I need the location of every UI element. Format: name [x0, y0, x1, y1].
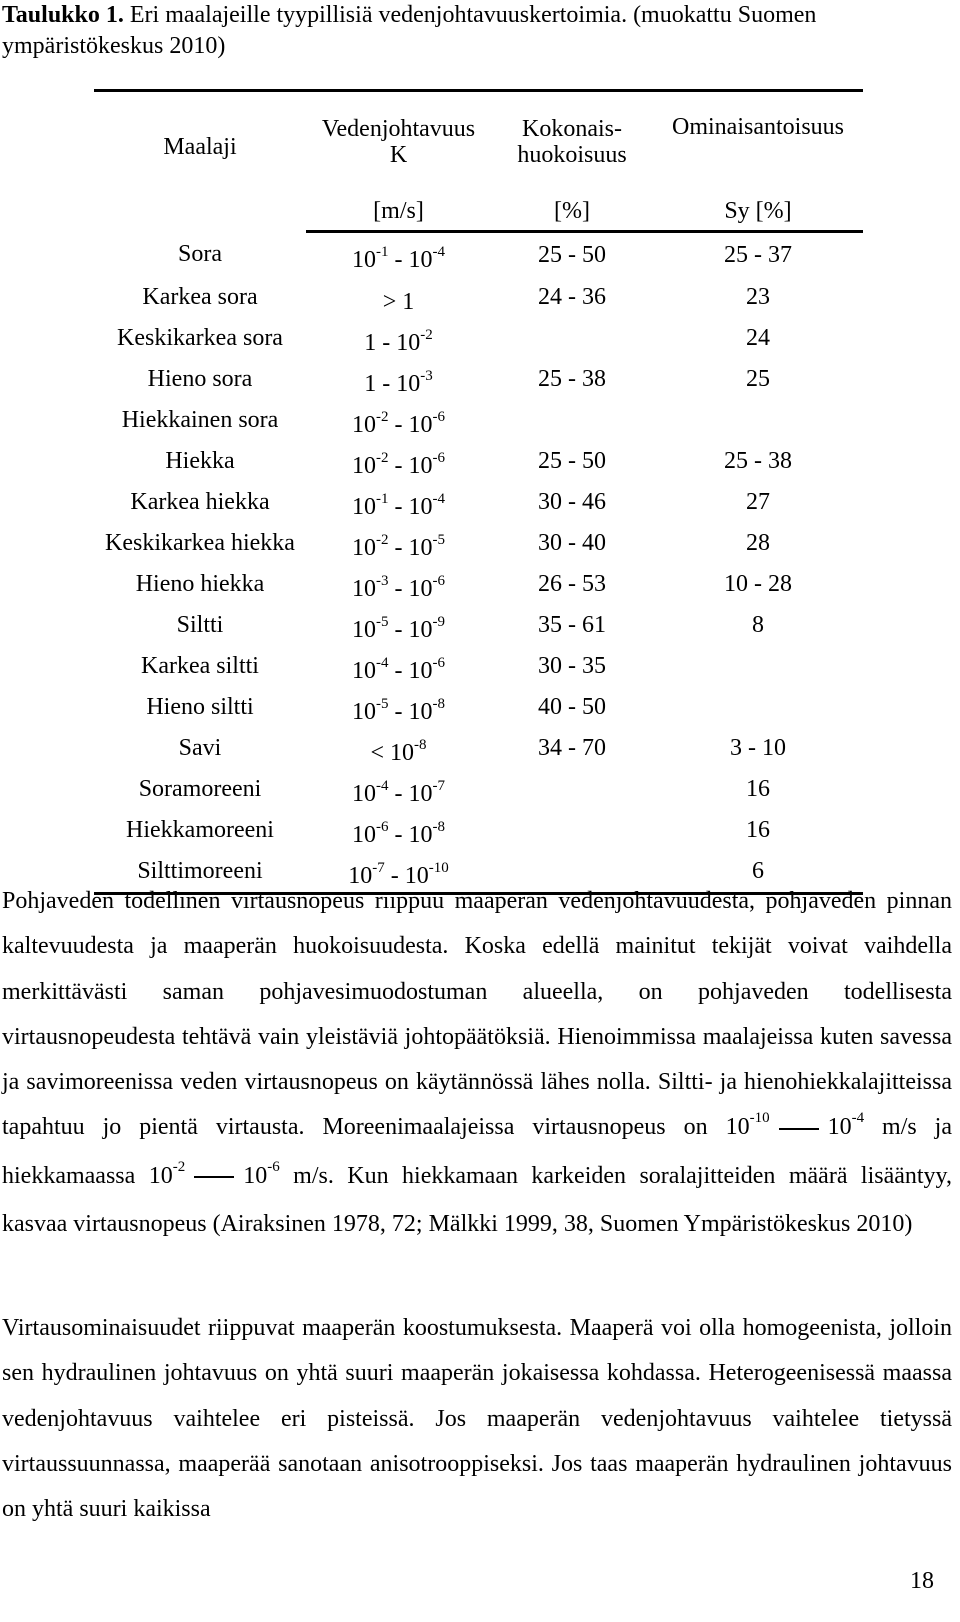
conductivity-value: [352, 696, 445, 725]
conductivity-k-sup1: -1: [376, 243, 389, 260]
paragraph-1-text-a: Pohjaveden todellinen virtausnopeus riippuu maaperän vedenjohtavuudesta, pohjaveden pinnan kaltevuudesta ja maaperän huokoisuudesta. Koska edellä mainitut tekijät voivat vaihdella merkittävästi saman pohjavesimuodostuman alueella, on pohjaveden todellisesta virtausnopeudesta tehtävä vain yleistäviä johtopäätöksiä. Hienoimmissa maalajeissa kuten savessa ja savimoreenissa veden virtausnopeus on käytännössä lähes nolla. Siltti- ja hienohiekkalajitteissa tapahtuu jo pientä virtausta. Moreenimaalajeissa virtausnopeus on 10: [2, 888, 952, 1141]
table-caption: [2, 0, 952, 62]
cell-porosity: 30 - 40: [538, 530, 606, 556]
table-body: [94, 232, 863, 894]
cell-porosity: 40 - 50: [538, 694, 606, 720]
cell-conductivity: [306, 564, 491, 605]
table-row: [94, 232, 863, 278]
header-conductivity-line2: K: [389, 142, 408, 168]
cell-specific-yield: [653, 646, 863, 687]
caption-text: Eri maalajeille tyypillisiä vedenjohtavuuskertoimia. (muokattu Suomen ympäristökeskus 2010): [2, 2, 817, 59]
header-porosity-line1: Kokonais-: [522, 116, 622, 142]
cell-conductivity: [306, 728, 491, 769]
conductivity-k-mid: - 10: [388, 412, 433, 438]
header-porosity-line2: huokoisuus: [517, 142, 627, 168]
conductivity-k-mid: - 10: [388, 699, 433, 725]
conductivity-k-sup2: -8: [432, 696, 445, 712]
conductivity-value: [352, 491, 445, 520]
cell-soil: Soramoreeni: [138, 776, 262, 802]
cell-conductivity: [306, 810, 491, 851]
cell-soil: Karkea siltti: [141, 653, 259, 679]
conductivity-k-sup2: -6: [432, 655, 445, 671]
conductivity-k-sup2: -5: [432, 532, 445, 548]
cell-specific-yield: 25 - 37: [724, 241, 792, 268]
conductivity-k-mid: - 10: [388, 494, 433, 520]
conductivity-k-sup2: -7: [432, 778, 445, 794]
conductivity-k-prefix: 10: [352, 494, 376, 520]
conductivity-k-sup2: -6: [432, 573, 445, 589]
table-row: [94, 523, 863, 564]
cell-specific-yield: 16: [746, 776, 770, 802]
header-specific-yield: Ominaisantoisuus: [653, 91, 863, 193]
cell-porosity: [491, 318, 653, 359]
cell-soil: Keskikarkea hiekka: [105, 530, 295, 556]
cell-porosity: 25 - 38: [538, 366, 606, 392]
paragraph-1-text-c: m/s ja hiekkamaassa 10: [2, 1114, 953, 1189]
conductivity-k-sup2: -9: [432, 614, 445, 630]
cell-conductivity: [306, 400, 491, 441]
table-row: [94, 687, 863, 728]
cell-porosity: 25 - 50: [538, 448, 606, 474]
conductivity-k-sup1: -7: [372, 860, 385, 876]
cell-porosity: [491, 400, 653, 441]
table-row: [94, 728, 863, 769]
cell-conductivity: [306, 605, 491, 646]
cell-specific-yield: 25: [746, 366, 770, 392]
cell-conductivity: [306, 769, 491, 810]
cell-conductivity: [306, 646, 491, 687]
cell-porosity: 25 - 50: [538, 241, 606, 268]
cell-conductivity: [306, 441, 491, 482]
cell-soil: Karkea hiekka: [130, 489, 270, 515]
conductivity-k-mid: - 10: [388, 246, 433, 273]
cell-porosity: 35 - 61: [538, 612, 606, 638]
header-conductivity-unit: [m/s]: [306, 192, 491, 232]
cell-specific-yield: 24: [746, 325, 770, 351]
cell-specific-yield: [653, 687, 863, 728]
conductivity-k-mid: - 10: [388, 617, 433, 643]
conductivity-k-sup2: -4: [432, 491, 445, 507]
conductivity-k-mid: - 10: [388, 658, 433, 684]
cell-conductivity: [306, 523, 491, 564]
cell-conductivity: [306, 359, 491, 400]
conductivity-value: [352, 450, 445, 479]
conductivity-k-sup1: -2: [376, 409, 389, 425]
cell-soil: Karkea sora: [142, 284, 258, 310]
conductivity-k-sup2: -6: [432, 409, 445, 425]
conductivity-value: [352, 614, 445, 643]
conductivity-k-sup1: -3: [420, 368, 433, 384]
conductivity-k-prefix: 10: [352, 822, 376, 848]
range-dash: [779, 1128, 819, 1130]
table-row: [94, 441, 863, 482]
conductivity-value: [352, 532, 445, 561]
cell-specific-yield: 28: [746, 530, 770, 556]
cell-conductivity: [306, 277, 491, 318]
conductivity-k-sup1: -2: [420, 327, 433, 343]
conductivity-k-sup1: -8: [414, 737, 427, 753]
cell-conductivity: [306, 318, 491, 359]
conductivity-k-mid: - 10: [388, 781, 433, 807]
conductivity-k-sup2: -6: [432, 450, 445, 466]
cell-soil: Hieno sora: [147, 366, 253, 392]
table-row: [94, 646, 863, 687]
conductivity-k-mid: - 10: [388, 822, 433, 848]
cell-conductivity: [306, 687, 491, 728]
cell-conductivity: [306, 482, 491, 523]
cell-soil: Hieno siltti: [146, 694, 254, 720]
cell-specific-yield: 6: [653, 851, 863, 894]
cell-porosity: 30 - 46: [538, 489, 606, 515]
header-porosity: [491, 91, 653, 193]
conductivity-k-mid: - 10: [388, 576, 433, 602]
conductivity-value: [364, 368, 433, 397]
conductivity-k-mid: - 10: [388, 453, 433, 479]
cell-porosity: [491, 810, 653, 851]
conductivity-k-prefix: 10: [352, 535, 376, 561]
table-row: [94, 482, 863, 523]
page-number: 18: [910, 1568, 934, 1594]
cell-porosity: 24 - 36: [538, 284, 606, 310]
cell-porosity: 30 - 35: [538, 653, 606, 679]
paragraph-2: Virtausominaisuudet riippuvat maaperän koostumuksesta. Maaperä voi olla homogeenista, jolloin sen hydraulinen johtavuus on yhtä suuri maaperän jokaisessa kohdassa. Heterogeenisessä maassa vedenjohtavuus vaihtelee eri pisteissä. Jos maaperän vedenjohtavuus vaihtelee tietyssä virtaussuunnassa, maaperää sanotaan anisotrooppiseksi. Jos taas maaperän hydraulinen johtavuus on yhtä suuri kaikissa: [2, 1315, 952, 1523]
cell-porosity: 26 - 53: [538, 571, 606, 597]
table-row: [94, 605, 863, 646]
conductivity-k-sup1: -4: [376, 655, 389, 671]
conductivity-value: [352, 778, 445, 807]
paragraph-1-sup-c: -2: [172, 1158, 186, 1175]
conductivity-k-sup1: -3: [376, 573, 389, 589]
table-row: [94, 810, 863, 851]
cell-soil: Keskikarkea sora: [117, 325, 283, 351]
conductivity-value: [364, 327, 433, 356]
conductivity-k-prefix: 1 - 10: [364, 371, 421, 397]
conductivity-k-sup2: -4: [432, 243, 445, 260]
conductivity-k-prefix: 10: [348, 863, 373, 889]
cell-soil: Hieno hiekka: [135, 571, 265, 597]
cell-soil: Hiekka: [165, 448, 235, 474]
cell-soil: Siltti: [176, 612, 224, 638]
paragraph-1: [2, 879, 952, 1247]
cell-specific-yield: 25 - 38: [724, 448, 792, 474]
table-row: [94, 400, 863, 441]
conductivity-k-prefix: 10: [352, 781, 376, 807]
conductivity-k-prefix: 10: [352, 246, 376, 273]
header-conductivity-line1: Vedenjohtavuus: [321, 116, 476, 142]
header-specific-yield-unit: Sy [%]: [653, 192, 863, 232]
conductivity-k-prefix: < 10: [370, 740, 415, 766]
table-row: [94, 277, 863, 318]
conductivity-k-prefix: 10: [352, 576, 376, 602]
paragraph-1-text-e: m/s. Kun hiekkamaan karkeiden soralajitteiden määrä lisääntyy, kasvaa virtausnopeus (Airaksinen 1978, 72; Mälkki 1999, 38, Suomen Ympäristökeskus 2010): [2, 1162, 952, 1238]
conductivity-value: [383, 289, 415, 315]
conductivity-k-sup2: -8: [432, 819, 445, 835]
conductivity-value: [352, 573, 445, 602]
conductivity-value: [352, 655, 445, 684]
conductivity-value: [352, 819, 445, 848]
cell-specific-yield: [653, 400, 863, 441]
cell-porosity: [491, 769, 653, 810]
conductivity-value: [352, 409, 445, 438]
conductivity-k-mid: - 10: [384, 863, 429, 889]
cell-conductivity: [306, 232, 491, 278]
range-dash: [194, 1176, 234, 1178]
conductivity-value: [370, 737, 427, 766]
paragraph-1-text-b: 10: [827, 1114, 852, 1141]
cell-specific-yield: 27: [746, 489, 770, 515]
conductivity-k-prefix: 10: [352, 658, 376, 684]
conductivity-k-prefix: 1 - 10: [364, 330, 421, 356]
conductivity-k-sup1: -6: [376, 819, 389, 835]
table-row: [94, 318, 863, 359]
caption-label: Taulukko 1.: [2, 2, 124, 28]
cell-soil: Silttimoreeni: [94, 851, 306, 894]
table-row: [94, 769, 863, 810]
cell-specific-yield: 23: [746, 284, 770, 310]
cell-porosity: 34 - 70: [538, 735, 606, 761]
conductivity-k-sup1: -2: [376, 450, 389, 466]
conductivity-k-sup1: -5: [376, 614, 389, 630]
paragraph-1-sup-a: -10: [749, 1110, 770, 1127]
conductivity-k-sup1: -1: [376, 491, 389, 507]
conductivity-k-prefix: > 1: [382, 289, 415, 315]
conductivity-k-prefix: 10: [352, 699, 376, 725]
conductivity-k-prefix: 10: [352, 412, 376, 438]
paragraph-1-sup-b: -4: [851, 1110, 865, 1127]
conductivity-k-sup1: -4: [376, 778, 389, 794]
cell-specific-yield: 3 - 10: [730, 735, 786, 761]
cell-specific-yield: 8: [752, 612, 764, 638]
paragraph-1-text-d: 10: [243, 1162, 268, 1189]
conductivity-k-sup2: -10: [428, 860, 449, 876]
cell-soil: Savi: [178, 735, 222, 761]
header-porosity-unit: [%]: [491, 192, 653, 232]
conductivity-k-prefix: 10: [352, 617, 376, 643]
cell-specific-yield: 16: [746, 817, 770, 843]
paragraph-1-sup-d: -6: [267, 1158, 280, 1175]
cell-soil: Hiekkamoreeni: [126, 817, 274, 843]
header-conductivity: [306, 91, 491, 193]
conductivity-k-prefix: 10: [352, 453, 376, 479]
cell-specific-yield: 10 - 28: [724, 571, 792, 597]
conductivity-k-sup1: -5: [376, 696, 389, 712]
conductivity-k-mid: - 10: [388, 535, 433, 561]
conductivity-value: [352, 243, 445, 273]
table-row: [94, 359, 863, 400]
cell-soil: Sora: [178, 240, 222, 267]
header-soil: Maalaji: [94, 91, 306, 232]
soil-conductivity-table: [94, 89, 863, 895]
conductivity-k-sup1: -2: [376, 532, 389, 548]
cell-soil: Hiekkainen sora: [121, 407, 279, 433]
table-row: [94, 564, 863, 605]
